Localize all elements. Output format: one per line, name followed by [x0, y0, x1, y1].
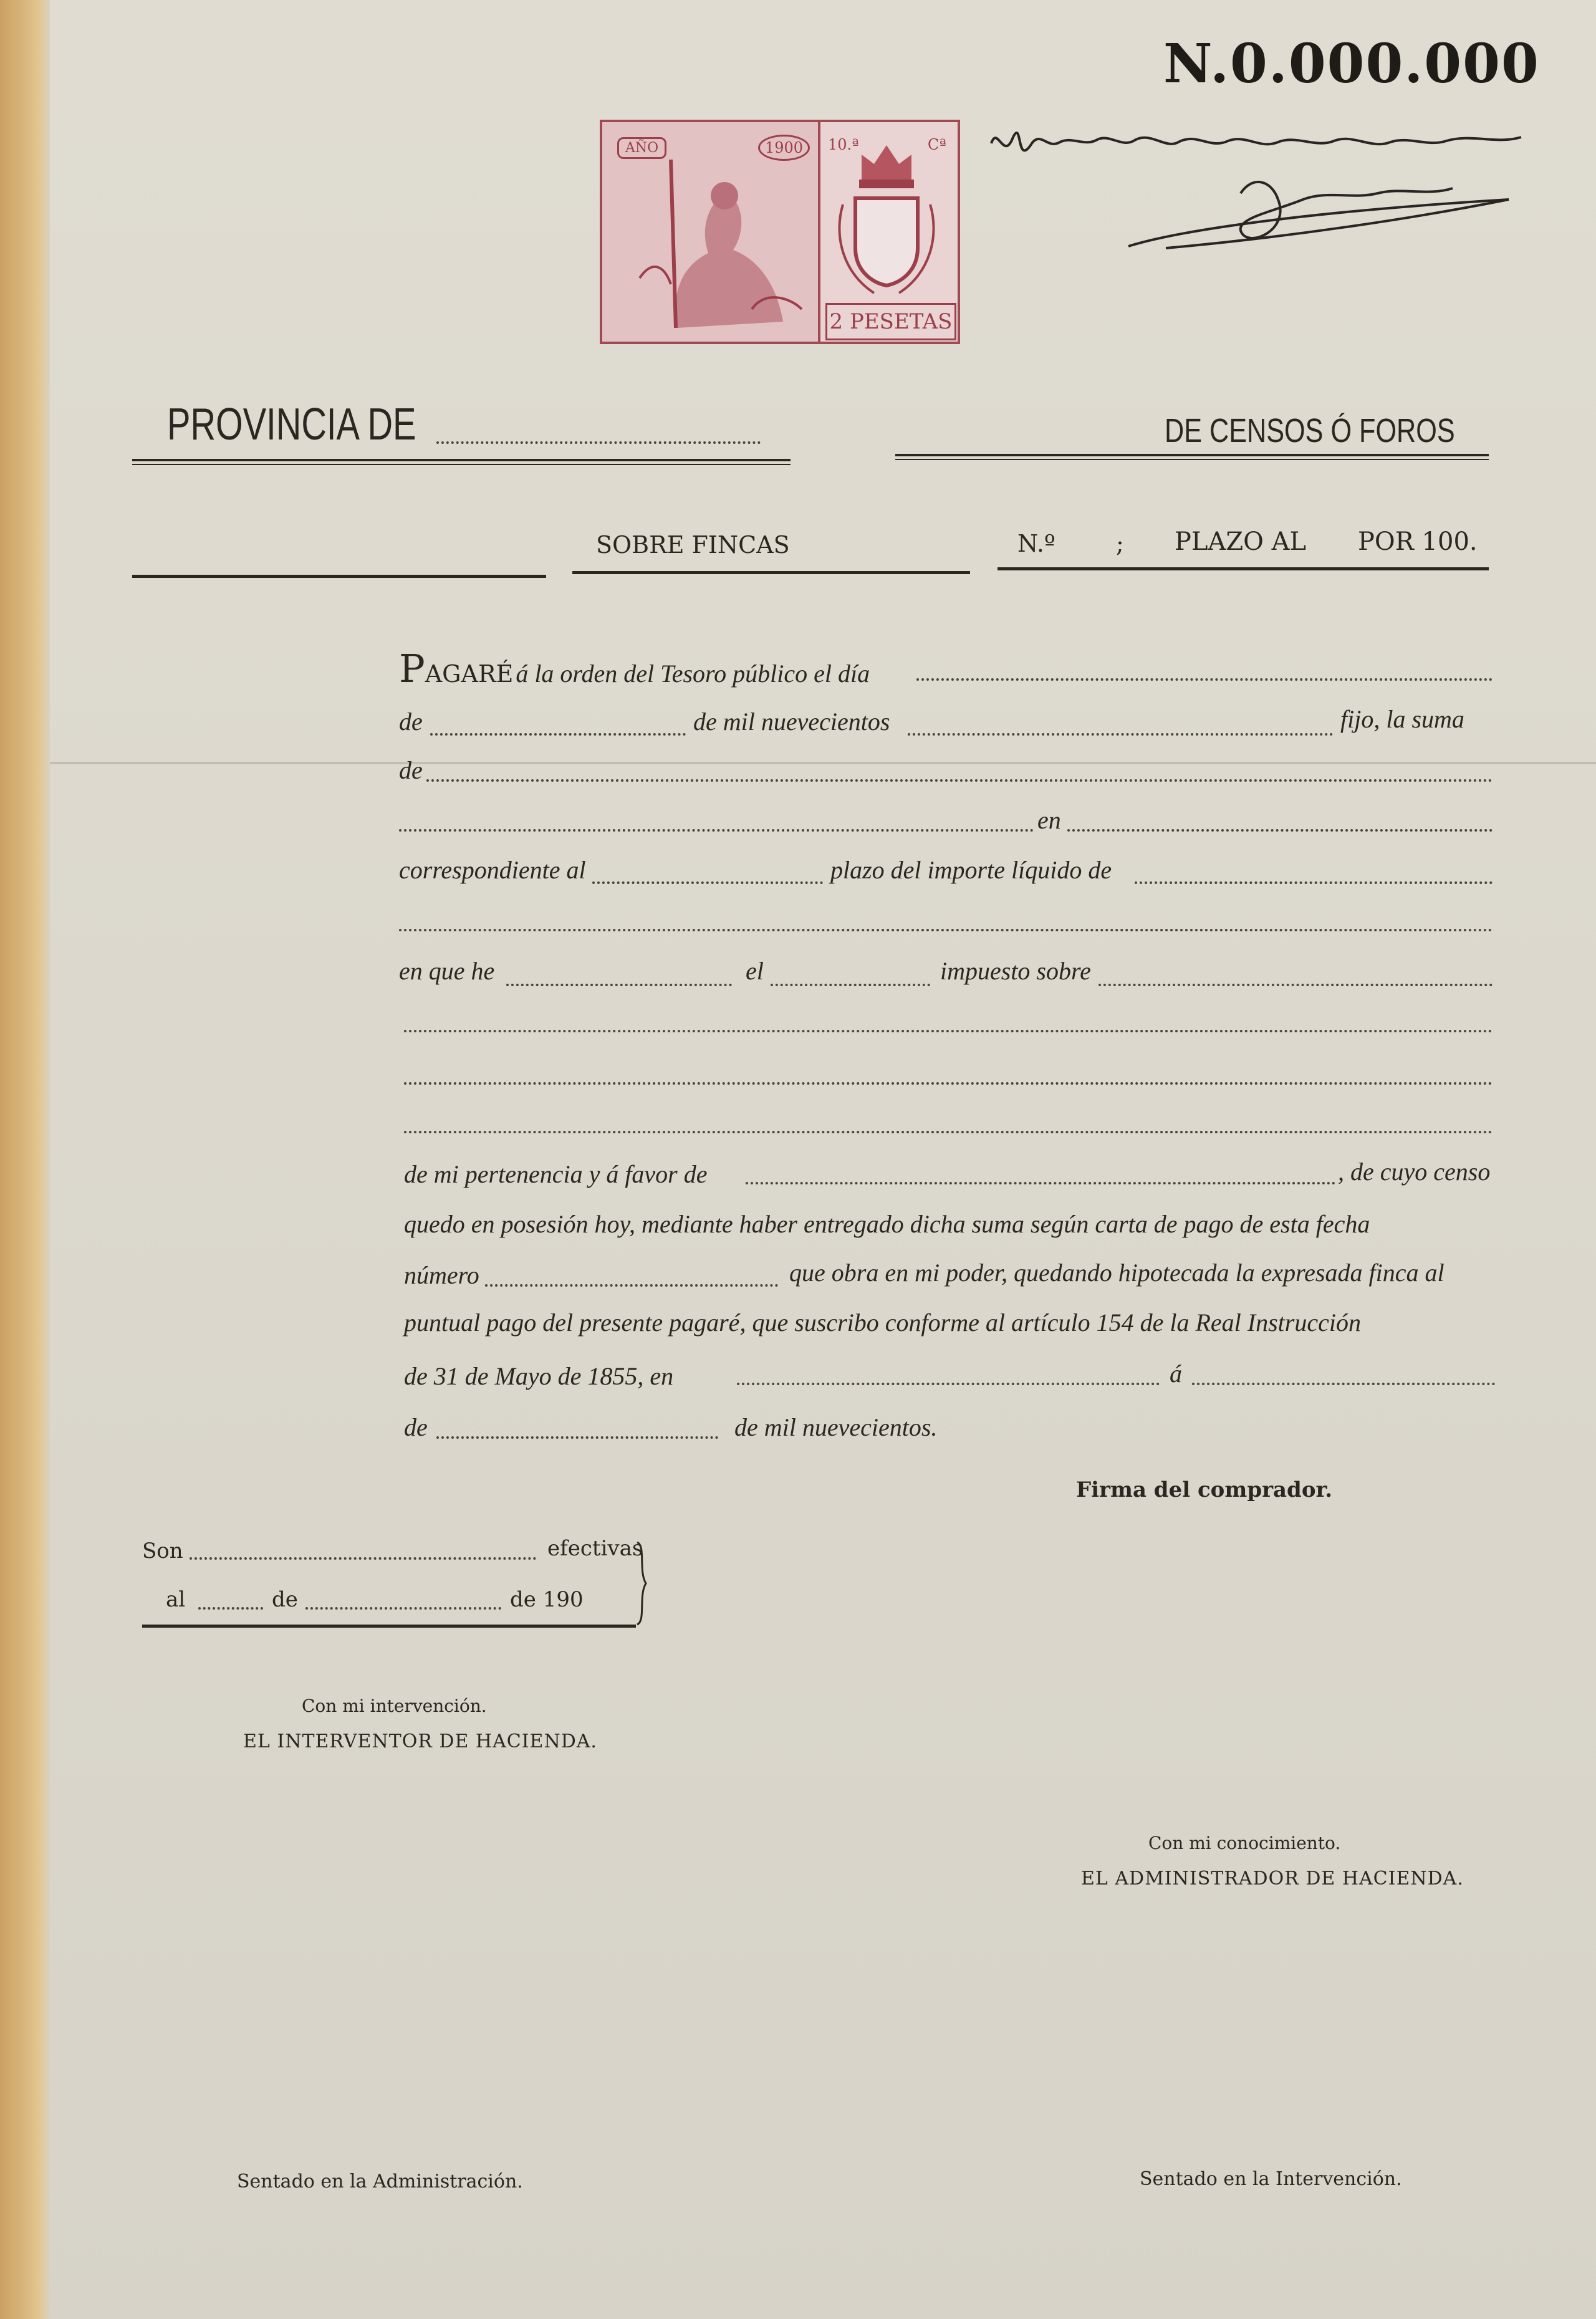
fecha-field: [1192, 1383, 1495, 1385]
body-line-1: [399, 646, 870, 691]
el-field: [771, 984, 930, 986]
number-label: N.º: [1017, 530, 1055, 557]
son-field: [190, 1557, 536, 1560]
plazo-field: [592, 881, 823, 884]
line5-correspondiente: correspondiente al: [399, 856, 586, 884]
line11: quedo en posesión hoy, mediante haber entregado dicha suma según carta de pago de esta fecha: [404, 1210, 1370, 1238]
de-label: de: [272, 1587, 298, 1612]
footer-left: Sentado en la Administración.: [237, 2171, 523, 2192]
fincas-rule-left: [132, 575, 546, 578]
plazo-rule: [998, 567, 1489, 570]
line2-fijo: fijo, la suma: [1340, 705, 1464, 733]
paper-edge: [0, 0, 50, 2319]
plazo-label: PLAZO AL: [1175, 527, 1307, 556]
stamp-class: 10.ª: [828, 136, 859, 153]
line2-de: de: [399, 708, 423, 736]
date-field: [916, 678, 1493, 681]
importe-field: [1135, 881, 1493, 884]
de-field: [305, 1607, 501, 1610]
interventor-note: Con mi intervención.: [302, 1696, 487, 1716]
he-field: [506, 984, 732, 986]
serial-number: N.0.000.000: [1163, 32, 1540, 95]
header-rule-left: [132, 459, 791, 465]
son-label: Son: [142, 1539, 183, 1563]
line12-numero: número: [404, 1261, 479, 1289]
al-label: al: [166, 1587, 186, 1612]
line7-impuesto: impuesto sobre: [940, 957, 1091, 985]
finca-field-1: [404, 1030, 1493, 1032]
year-label: de 190: [510, 1587, 584, 1612]
semicolon: ;: [1116, 530, 1124, 557]
sum-field-2: [399, 829, 1034, 832]
finca-field-2: [404, 1082, 1493, 1085]
line7-el: el: [746, 957, 764, 985]
line14-a: á: [1170, 1360, 1182, 1388]
line7-en-que-he: en que he: [399, 957, 495, 985]
line10-censo: , de cuyo censo: [1338, 1158, 1491, 1186]
interventor-title: EL INTERVENTOR DE HACIENDA.: [243, 1731, 597, 1752]
stamp-year: 1900: [758, 135, 810, 161]
line5-importe: plazo del importe líquido de: [830, 856, 1112, 884]
line1-text: á la orden del Tesoro público el día: [516, 660, 870, 688]
stamp-class-suffix: Cª: [928, 136, 946, 153]
header-rule-right: [895, 454, 1489, 460]
firma-comprador: Firma del comprador.: [1076, 1477, 1333, 1502]
line2-mil: de mil nuevecientos: [693, 708, 890, 736]
lugar-field: [737, 1383, 1160, 1385]
line4-en: en: [1037, 806, 1061, 834]
fiscal-stamp: [600, 120, 960, 344]
pagare-word: AGARÉ: [425, 660, 514, 688]
importe-field-2: [399, 929, 1493, 931]
numero-field: [485, 1284, 778, 1287]
son-rule: [142, 1625, 636, 1628]
favor-field: [746, 1182, 1335, 1184]
line12-poder: que obra en mi poder, quedando hipotecada la expresada finca al: [789, 1259, 1445, 1287]
impuesto-field: [1098, 984, 1493, 986]
en-field: [1067, 829, 1493, 832]
fincas-label: SOBRE FINCAS: [596, 531, 790, 559]
stamp-value: 2 PESETAS: [825, 303, 956, 340]
fincas-rule-mid: [572, 571, 970, 574]
censos-label: DE CENSOS Ó FOROS: [1165, 412, 1455, 449]
finca-field-3: [404, 1131, 1493, 1133]
stamp-allegory: [602, 122, 820, 342]
line15-mil: de mil nuevecientos.: [734, 1413, 938, 1441]
handwritten-annotation: [979, 106, 1565, 274]
brace-icon: [632, 1540, 651, 1627]
stamp-year-label: AÑO: [617, 137, 666, 159]
coat-of-arms-icon: [824, 130, 949, 298]
por-label: POR 100.: [1358, 527, 1478, 556]
administrador-title: EL ADMINISTRADOR DE HACIENDA.: [1081, 1868, 1464, 1889]
year-field: [908, 733, 1333, 736]
dia-field: [436, 1436, 718, 1439]
footer-right: Sentado en la Intervención.: [1140, 2168, 1402, 2190]
day-field: [430, 733, 686, 736]
al-field: [198, 1607, 263, 1610]
line13: puntual pago del presente pagaré, que suscribo conforme al artículo 154 de la Real Instrucción: [404, 1308, 1361, 1337]
sum-field-1: [426, 779, 1493, 782]
province-label: PROVINCIA DE: [167, 400, 416, 449]
fold-crease: [50, 762, 1596, 764]
line3-de: de: [399, 756, 423, 784]
initial-letter: P: [399, 646, 425, 691]
line15-de: de: [404, 1413, 428, 1441]
administrador-note: Con mi conocimiento.: [1148, 1833, 1341, 1853]
province-field: [436, 441, 761, 444]
efectivas-label: efectivas: [547, 1536, 643, 1561]
line10-pertenencia: de mi pertenencia y á favor de: [404, 1160, 708, 1188]
line14-mayo: de 31 de Mayo de 1855, en: [404, 1362, 674, 1390]
